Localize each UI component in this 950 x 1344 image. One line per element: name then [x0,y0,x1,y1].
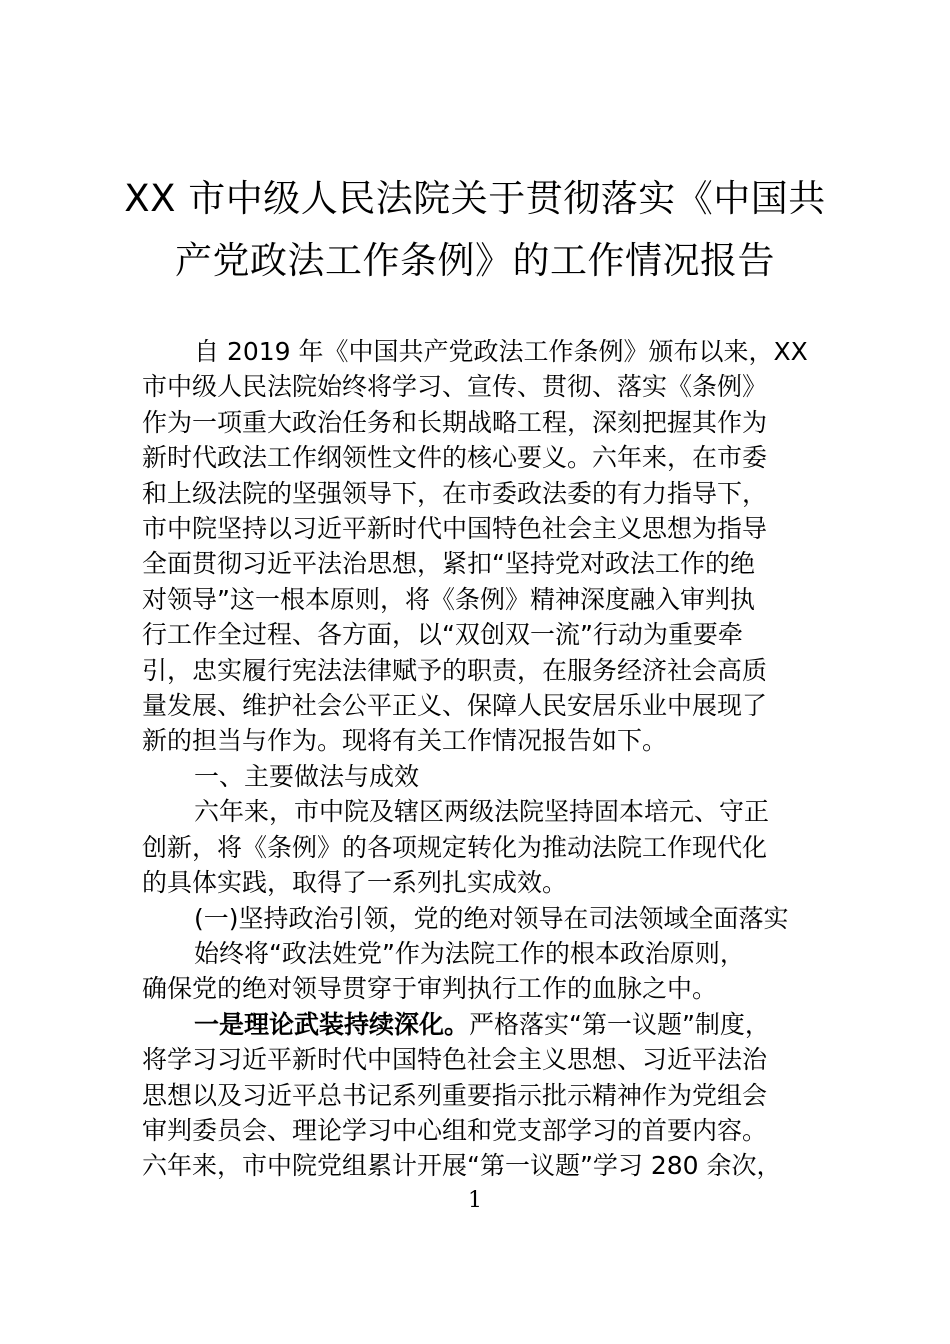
body-line: 和上级法院的坚强领导下，在市委政法委的有力指导下， [142,478,768,508]
body-line: 始终将“政法姓党”作为法院工作的根本政治原则， [194,938,745,968]
body-line: 新时代政法工作纲领性文件的核心要义。六年来，在市委 [142,443,768,473]
body-line: 思想以及习近平总书记系列重要指示批示精神作为党组会 [142,1080,768,1110]
body-line: 全面贯彻习近平法治思想，紧扣“坚持党对政法工作的绝 [142,549,755,579]
title-line-2: 产党政法工作条例》的工作情况报告 [175,239,775,282]
body-line: 市中级人民法院始终将学习、宣传、贯彻、落实《条例》 [142,372,768,402]
body-line: 作为一项重大政治任务和长期战略工程，深刻把握其作为 [142,407,768,437]
body-line: 审判委员会、理论学习中心组和党支部学习的首要内容。 [142,1115,768,1145]
document-title [100,168,850,292]
document-body [142,334,810,1184]
body-line: 六年来，市中院党组累计开展“第一议题”学习 280 余次， [142,1151,782,1181]
body-line: 市中院坚持以习近平新时代中国特色社会主义思想为指导 [142,514,768,544]
body-line: 将学习习近平新时代中国特色社会主义思想、习近平法治 [142,1045,768,1075]
bold-lead-continuation: 严格落实“第一议题”制度， [469,1009,770,1039]
body-line: 创新，将《条例》的各项规定转化为推动法院工作现代化 [142,832,768,862]
body-line: 对领导”这一根本原则，将《条例》精神深度融入审判执 [142,584,755,614]
page-number: 1 [468,1188,482,1213]
body-line: 六年来，市中院及辖区两级法院坚持固本培元、守正 [194,797,770,827]
body-line-with-bold-lead [142,1007,810,1042]
body-line: 行工作全过程、各方面，以“双创双一流”行动为重要牵 [142,620,743,650]
body-line: 的具体实践，取得了一系列扎实成效。 [142,868,568,898]
body-line: 新的担当与作为。现将有关工作情况报告如下。 [142,726,668,756]
title-line-1: XX 市中级人民法院关于贯彻落实《中国共 [124,177,826,220]
section-heading: 一、主要做法与成效 [194,761,420,791]
bold-lead: 一是理论武装持续深化。 [194,1009,470,1039]
body-line: 自 2019 年《中国共产党政法工作条例》颁布以来，XX [194,337,808,366]
body-line: 量发展、维护社会公平正义、保障人民安居乐业中展现了 [142,691,768,721]
subsection-heading: (一)坚持政治引领，党的绝对领导在司法领域全面落实 [194,903,789,933]
body-line: 引，忠实履行宪法法律赋予的职责，在服务经济社会高质 [142,655,768,685]
body-line: 确保党的绝对领导贯穿于审判执行工作的血脉之中。 [142,974,718,1004]
